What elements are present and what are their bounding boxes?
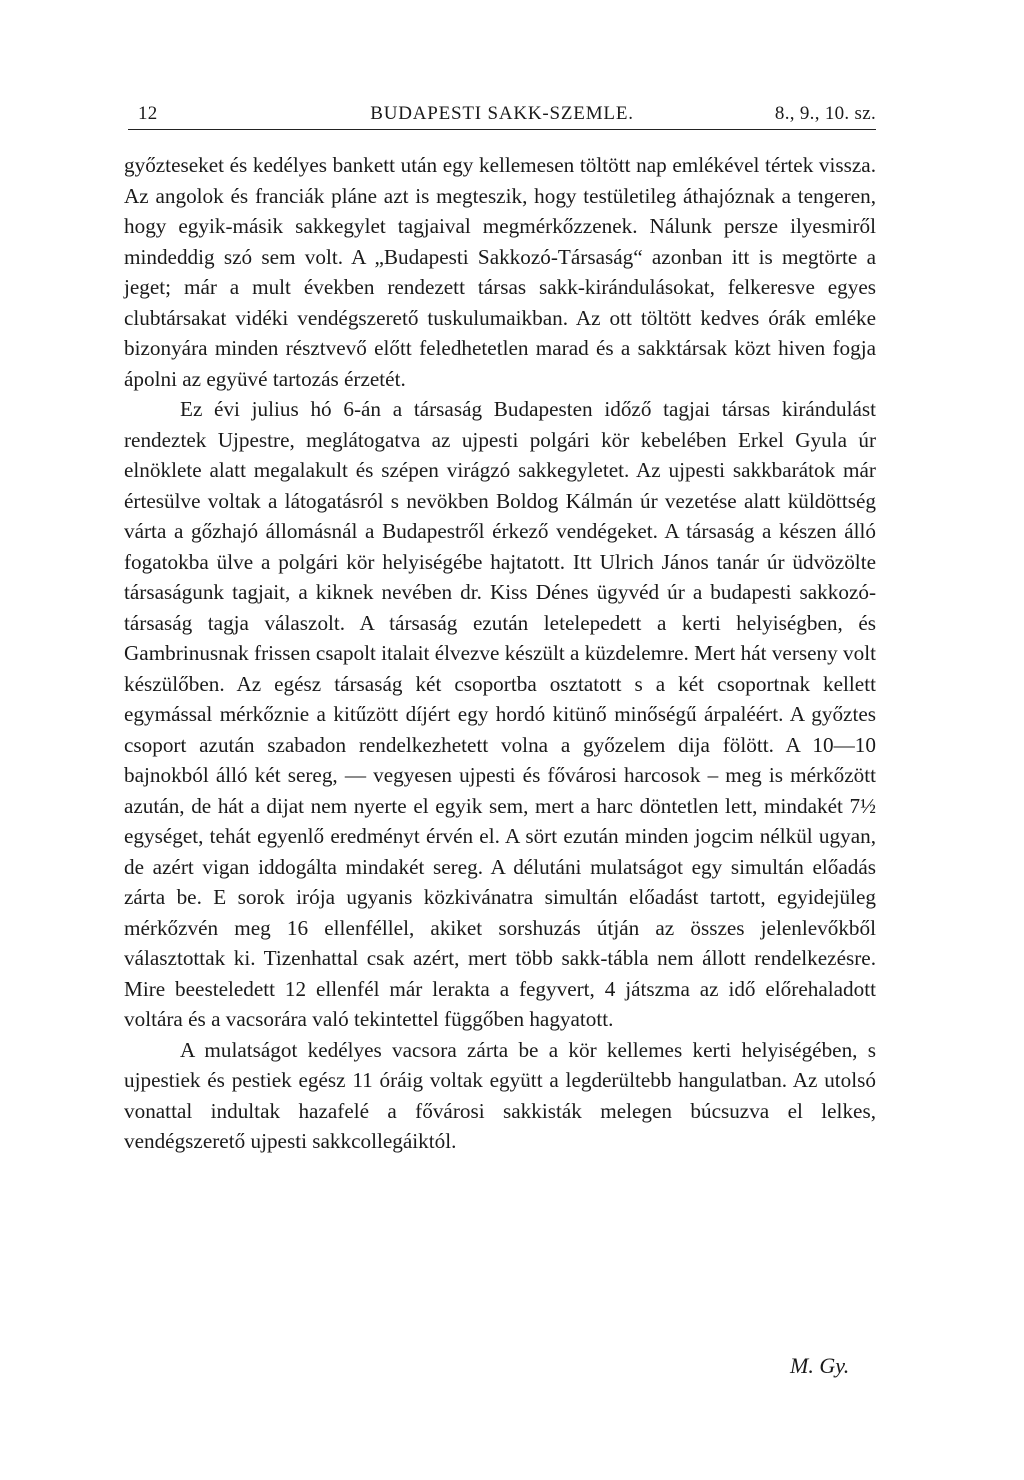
page-number: 12	[138, 103, 158, 124]
paragraph-1: győzteseket és kedélyes bankett után egy kellemesen töltött nap emlékével tértek vissza. Az angolok és franciák pláne azt is megteszik, hogy testületileg áthajóznak a tengeren, hogy egyik-másik sakkegylet tagjaival megmérkőzzenek. Nálunk persze ilyesmiről mindeddig szó sem volt. A „Budapesti Sakkozó-Társaság“ azonban itt is megtörte a jeget; már a mult években rendezett társas sakk-kirándulásokat, felkeresve egyes clubtársakat vidéki vendégszerető tuskulumaikban. Az ott töltött kedves órák emléke bizonyára minden résztvevő előtt feledhetetlen marad és a sakktársak közt hiven fogja ápolni az együvé tartozás érzetét.	[124, 153, 876, 391]
paragraph-2: Ez évi julius hó 6-án a társaság Budapesten időző tagjai társas kirándulást rendeztek Ujpestre, meglátogatva az ujpesti polgári kör kebelében Erkel Gyula úr elnöklete alatt megalakult és szépen virágzó sakkegyletet. Az ujpesti sakkbarátok már értesülve voltak a látogatásról s nevökben Boldog Kálmán úr vezetése alatt küldöttség várta a gőzhajó állomásnál a Budapestről érkező vendégeket. A társaság a készen álló fogatokba ülve a polgári kör helyiségébe hajtatott. Itt Ulrich János tanár úr üdvözölte társaságunk tagjait, a kiknek nevében dr. Kiss Dénes ügyvéd úr a budapesti sakkozó-társaság tagja válaszolt. A társaság ezután letelepedett a kerti helyiségben, és Gambrinusnak frissen csapolt italait élvezve készült a küzdelemre. Mert hát verseny volt készülőben. Az egész társaság két csoportba osztatott s a két csoportnak kellett egymással mérkőznie a kitűzött díjért egy hordó kitünő minőségű árpaléért. A győztes csoport azután szabadon rendelkezhetett volna a győzelem dija fölött. A 10—10 bajnokból álló két sereg, — vegyesen ujpesti és fővárosi harcosok – meg is mérkőzött azután, de hát a dijat nem nyerte el egyik sem, mert a harc döntetlen lett, mindakét 7½ egységet, tehát egyenlő eredményt érvén el. A sört ezután minden jogcim nélkül ugyan, de azért vigan iddogálta mindakét sereg. A délutáni mulatságot egy simultán előadás zárta be. E sorok irója ugyanis közkivánatra simultán előadást tartott, egyidejüleg mérkőzvén meg 16 ellenféllel, akiket sorshuzás útján az összes jelenlevőkből választottak ki. Tizenhattal csak azért, mert több sakk-tábla nem állott rendelkezésre. Mire beesteledett 12 ellenfél már lerakta a fegyvert, 4 játszma az idő előrehaladott voltára és a vacsorára való tekintettel függőben hagyatott.	[124, 397, 876, 1031]
issue-number: 8., 9., 10. sz.	[774, 103, 876, 124]
running-header	[128, 103, 876, 130]
paragraph-3: A mulatságot kedélyes vacsora zárta be a kör kellemes kerti helyiségében, s ujpestiek és pestiek egész 11 óráig voltak együtt a legderültebb hangulatban. Az utolsó vonattal indultak hazafelé a fővárosi sakkisták melegen búcsuzva el lelkes, vendégszerető ujpesti sakkcollegáiktól.	[124, 1037, 876, 1153]
author-signature: M. Gy.	[790, 1353, 850, 1378]
journal-title: BUDAPESTI SAKK-SZEMLE.	[370, 103, 634, 124]
article-body	[124, 150, 876, 1157]
